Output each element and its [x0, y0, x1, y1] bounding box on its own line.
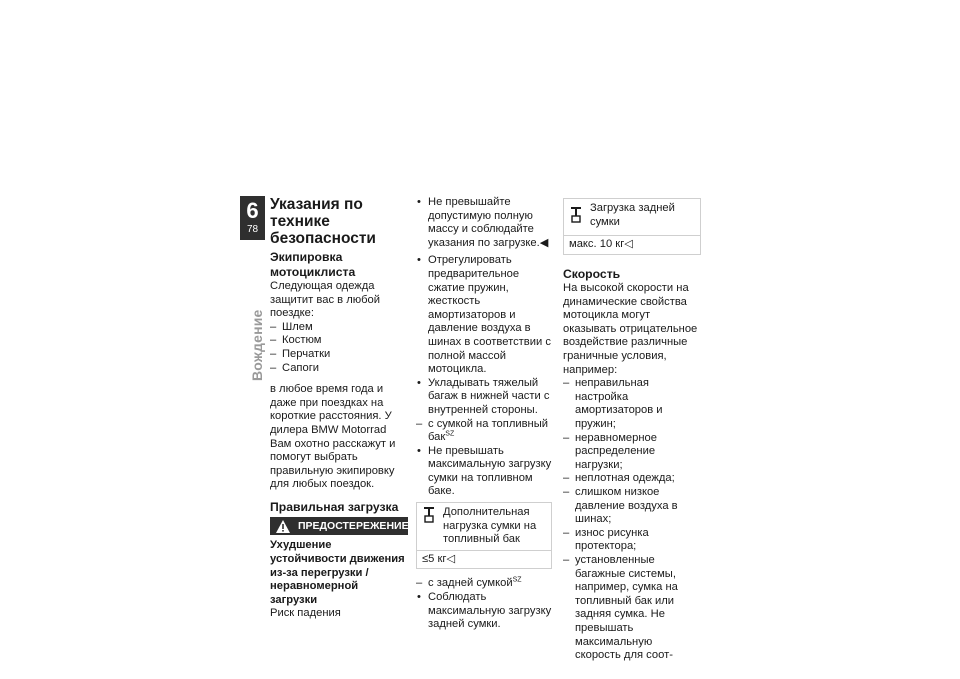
heading-gear: Экипировка мотоциклиста [270, 250, 356, 279]
box-header [564, 199, 700, 235]
column-2 [416, 196, 552, 632]
chapter-number: 6 [246, 198, 259, 223]
warning-text: Риск падения [270, 607, 341, 620]
list-item [416, 418, 552, 445]
tank-bag-label: с сумкой на топливный бак [428, 417, 549, 444]
tank-bag-load-box [416, 502, 552, 569]
page-title: Указания по технике безопасности [270, 196, 376, 247]
box-title: Загрузка задней сумки [590, 202, 675, 228]
list-item: • Соблюдать максимальную загрузку задней сумки. [416, 591, 552, 632]
column-1 [270, 196, 408, 621]
weight-load-icon [423, 507, 435, 523]
list-item: – установленные багажные системы, например, сумка на топливный бак или задняя сумка. Не превышать максимальную скорость для соот- [563, 554, 701, 663]
section-side-label: Вождение [249, 309, 265, 381]
list-item: • Не превышайте допустимую полную массу и соблюдайте указания по загрузке.◀ [416, 196, 552, 250]
list-item [416, 577, 552, 591]
gear-intro: Следующая одежда защитит вас в любой поездке: [270, 280, 381, 320]
list-item: – слишком низкое давление воздуха в шинах; [563, 486, 701, 527]
heading-speed: Скорость [563, 266, 621, 281]
list-item: • Укладывать тяжелый багаж в нижней части с внутренней стороны. [416, 377, 552, 418]
list-item: – Шлем [270, 321, 408, 335]
page-number: 78 [246, 224, 259, 235]
gear-text: в любое время года и даже при поездках на короткие расстояния. У дилера BMW Motorrad Вам охотно расскажут и помогут выбрать правильную экипировку для любых поездок. [270, 383, 396, 491]
list-item: • Не превышать максимальную загрузку сумки на топливном баке. [416, 445, 552, 499]
list-item: – неравномерное распределение нагрузки; [563, 432, 701, 473]
warning-triangle-icon [276, 520, 290, 533]
column-3 [563, 196, 701, 663]
warning-bar [270, 517, 408, 535]
list-item: – Сапоги [270, 362, 408, 376]
box-header [417, 503, 551, 550]
list-item: – неплотная одежда; [563, 472, 701, 486]
warning-label: ПРЕДОСТЕРЕЖЕНИЕ [298, 520, 409, 533]
list-item: – неправильная настройка амортизаторов и пружин; [563, 377, 701, 431]
warning-title: Ухудшение устойчивости движения из-за перегрузки / неравномерной загрузки [270, 539, 405, 606]
list-item: • Отрегулировать предварительное сжатие пружин, жесткость амортизаторов и давление воздуха в шинах в соответствии с полной массой мотоцикла. [416, 254, 552, 376]
list-item: – износ рисунка протектора; [563, 527, 701, 554]
rear-bag-label: с задней сумкой [428, 577, 513, 590]
box-title: Дополнительная нагрузка сумки на топливный бак [443, 506, 537, 546]
speed-intro: На высокой скорости на динамические свойства мотоцикла могут оказывать отрицательное воздействие различные граничные условия, например: [563, 282, 698, 376]
weight-load-icon [570, 207, 582, 223]
box-value: макс. 10 кг◁ [564, 235, 700, 254]
box-value: ≤5 кг◁ [417, 550, 551, 569]
sz-superscript: SZ [445, 430, 455, 438]
list-item: – Костюм [270, 334, 408, 348]
list-item: – Перчатки [270, 348, 408, 362]
sz-superscript: SZ [512, 576, 522, 584]
rear-bag-load-box [563, 198, 701, 255]
chapter-badge [240, 196, 265, 240]
heading-load: Правильная загрузка [270, 499, 399, 514]
